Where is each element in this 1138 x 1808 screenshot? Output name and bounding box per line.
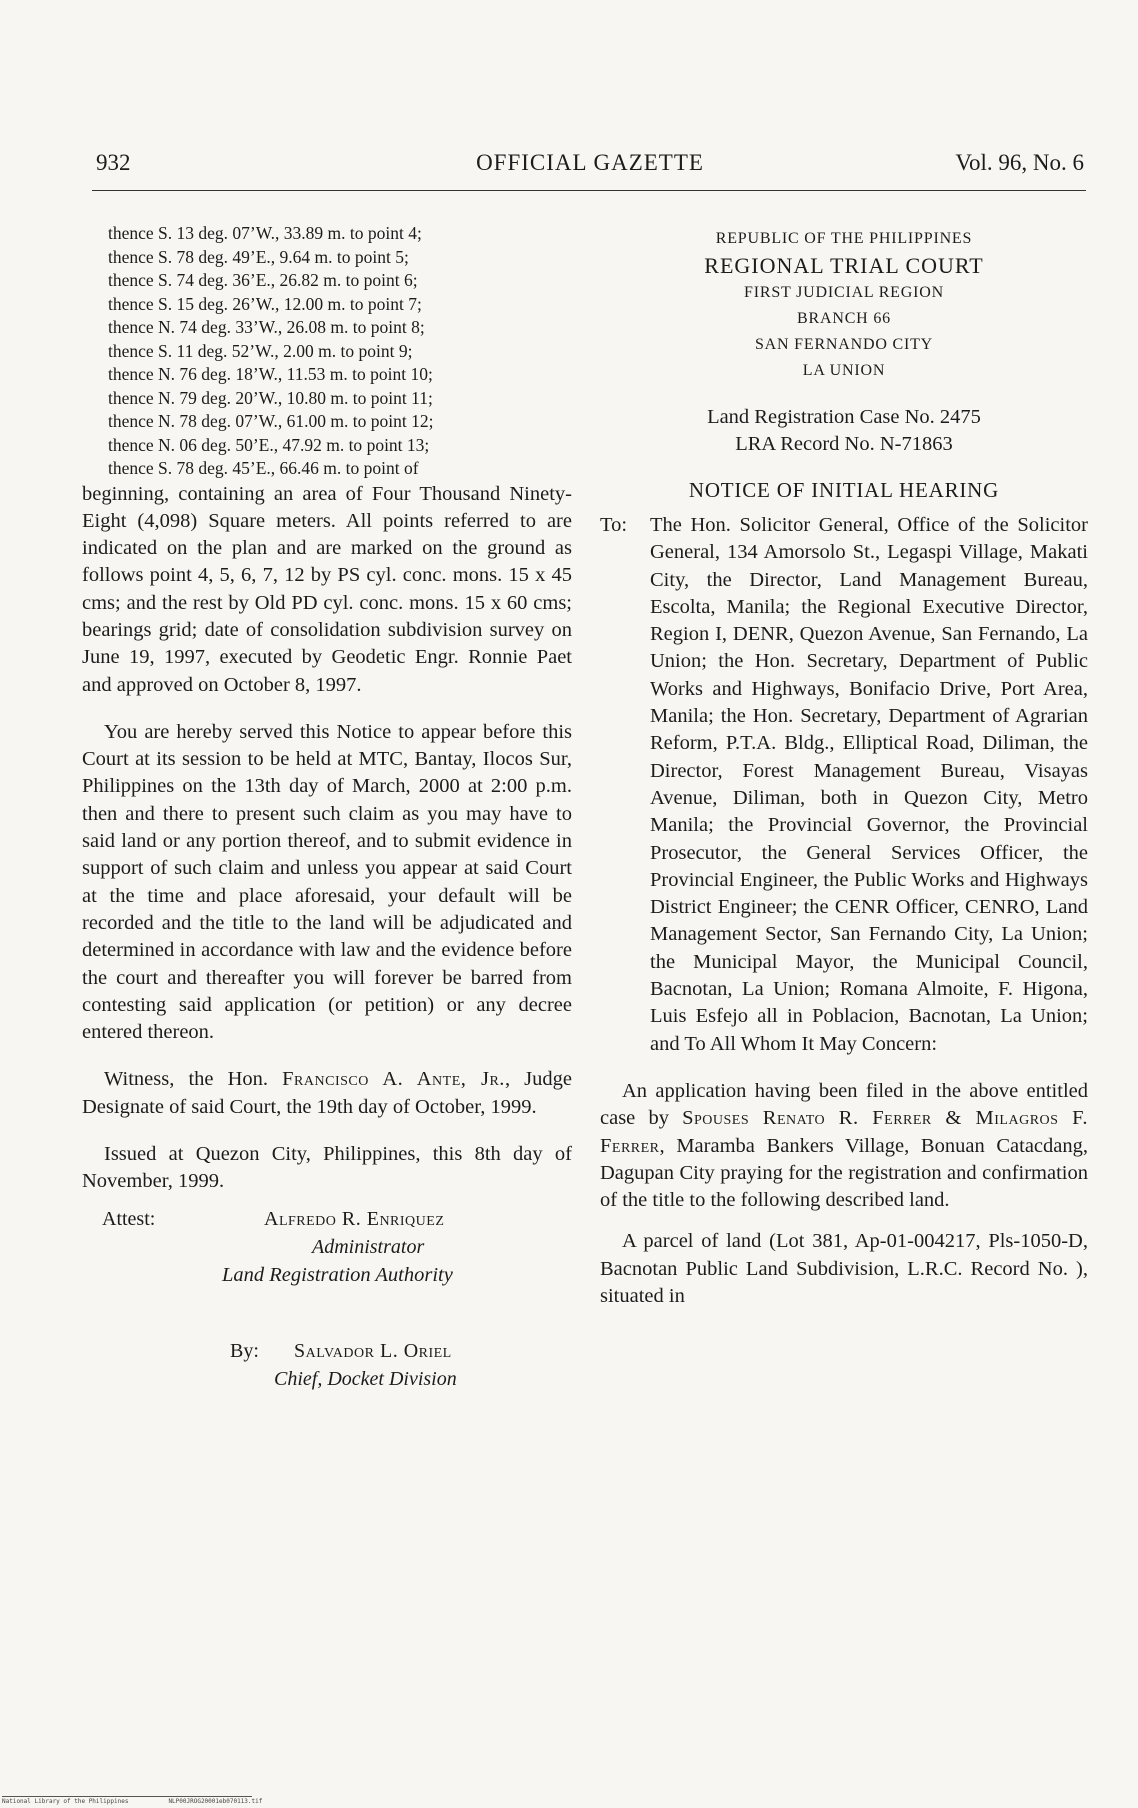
attest-label: Attest:: [102, 1207, 156, 1230]
region-heading: FIRST JUDICIAL REGION: [744, 284, 944, 301]
docket-chief-name: Salvador L. Oriel: [294, 1339, 452, 1362]
bearing-line: thence S. 78 deg. 49’E., 9.64 m. to point 5;: [108, 246, 409, 267]
page-number: 932: [96, 150, 131, 175]
administrator-title: Administrator: [312, 1235, 425, 1258]
branch-heading: BRANCH 66: [797, 310, 891, 327]
to-label: To:: [600, 514, 628, 536]
bearing-line: thence N. 79 deg. 20’W., 10.80 m. to point 11;: [108, 387, 433, 408]
library-name: National Library of the Philippines: [2, 1798, 129, 1805]
addressees-block: [600, 512, 1088, 1058]
bearing-line: thence S. 15 deg. 26’W., 12.00 m. to point 7;: [108, 293, 422, 314]
right-column: [600, 222, 1088, 1310]
republic-heading: REPUBLIC OF THE PHILIPPINES: [715, 230, 973, 247]
attest-block: [82, 1196, 572, 1396]
judge-name: Francisco A. Ante, Jr.: [282, 1068, 505, 1091]
court-heading: REGIONAL TRIAL COURT: [704, 253, 984, 278]
authority-name: Land Registration Authority: [222, 1263, 453, 1286]
bearing-line: thence S. 74 deg. 36’E., 26.82 m. to point 6;: [108, 270, 418, 290]
land-description-paragraph: beginning, containing an area of Four Thousand Ninety-Eight (4,098) Square meters. All points referred to are indicated on the plan and are marked on the ground as follows point 4, 5, 6, 7, 12 by PS cyl. conc. mons. 15 x 45 cms; and the rest by Old PD cyl. conc. mons. 15 x 60 cms; bearings grid; date of consolidation subdivision survey on June 19, 1997, executed by Geodetic Engr. Ronnie Paet and approved on October 8, 1997.: [82, 482, 572, 696]
notice-title: NOTICE OF INITIAL HEARING: [688, 478, 1000, 502]
city-heading: SAN FERNANDO CITY: [754, 336, 934, 353]
notice-paragraph: You are hereby served this Notice to appear before this Court at its session to be held at MTC, Bantay, Ilocos Sur, Philippines on the 13th day of March, 2000 at 2:00 p.m. then and there to present such claim as you may have to said land or any portion thereof, and to submit evidence in support of such claim and unless you appear at said Court at the time and place aforesaid, your default will be recorded and the title to the land will be adjudicated and determined in accordance with law and the evidence before the court and thereafter you will forever be barred from contesting said application (or petition) or any decree entered thereon.: [82, 720, 572, 1044]
left-column: [82, 222, 572, 1396]
applicant-names: Spouses Renato R. Ferrer & Milagros F. Ferrer: [600, 1107, 1088, 1157]
footer-rule: [2, 1796, 252, 1797]
bearing-line: thence S. 78 deg. 45’E., 66.46 m. to point of: [108, 458, 419, 478]
docket-chief-title: Chief, Docket Division: [274, 1367, 457, 1390]
witness-paragraph: Witness, the Hon. Francisco A. Ante, Jr., Judge Designate of said Court, the 19th day of October, 1999.: [82, 1068, 572, 1118]
by-label: By:: [230, 1339, 259, 1362]
page-header: [96, 150, 1084, 180]
bearing-line: thence S. 11 deg. 52’W., 2.00 m. to point 9;: [108, 340, 413, 361]
lra-record-number: LRA Record No. N-71863: [735, 433, 953, 455]
scan-footer: [2, 1798, 262, 1805]
parcel-paragraph: A parcel of land (Lot 381, Ap-01-004217, Pls-1050-D, Bacnotan Public Land Subdivision, L.R.C. Record No. ), situated in: [600, 1230, 1088, 1308]
bearing-line: thence N. 74 deg. 33’W., 26.08 m. to point 8;: [108, 317, 425, 337]
bearing-line: thence N. 76 deg. 18’W., 11.53 m. to point 10;: [108, 364, 433, 384]
bearing-line: thence N. 78 deg. 07’W., 61.00 m. to point 12;: [108, 411, 434, 431]
province-heading: LA UNION: [802, 362, 886, 379]
administrator-name: Alfredo R. Enriquez: [264, 1207, 445, 1230]
scan-file-name: NLP00JROG20001eb070113.tif: [168, 1798, 263, 1805]
publication-title: OFFICIAL GAZETTE: [476, 150, 704, 175]
volume-number: Vol. 96, No. 6: [955, 150, 1084, 175]
case-number: Land Registration Case No. 2475: [707, 406, 981, 428]
application-paragraph: An application having been filed in the above entitled case by Spouses Renato R. Ferrer & Milagros F. Ferrer, Maramba Bankers Village, Bonuan Catacdang, Dagupan City praying for the registration and confirmation of the title to the following described land.: [600, 1079, 1088, 1212]
header-rule: [92, 190, 1086, 191]
addressees-text: The Hon. Solicitor General, Office of the Solicitor General, 134 Amorsolo St., Legaspi Village, Makati City, the Director, Land Management Bureau, Escolta, Manila; the Regional Executive Director, Region I, DENR, Quezon Avenue, San Fernando, La Union; the Hon. Secretary, Department of Public Works and Highways, Bonifacio Drive, Port Area, Manila; the Hon. Secretary, Department of Agrarian Reform, P.T.A. Bldg., Elliptical Road, Diliman, the Director, Forest Management Bureau, Visayas Avenue, Diliman, both in Quezon City, Metro Manila; the Provincial Governor, the Provincial Prosecutor, the General Services Officer, the Provincial Engineer, the Public Works and Highways District Engineer; the CENR Officer, CENRO, Land Management Sector, San Fernando City, La Union; the Municipal Mayor, the Municipal Council, Bacnotan, La Union; Romana Almoite, F. Higona, Luis Esfejo all in Poblacion, Bacnotan, La Union; and To All Whom It May Concern:: [650, 514, 1088, 1055]
issued-paragraph: Issued at Quezon City, Philippines, this 8th day of November, 1999.: [82, 1143, 572, 1193]
bearing-line: thence N. 06 deg. 50’E., 47.92 m. to point 13;: [108, 434, 430, 455]
bearing-line: thence S. 13 deg. 07’W., 33.89 m. to point 4;: [108, 223, 422, 243]
